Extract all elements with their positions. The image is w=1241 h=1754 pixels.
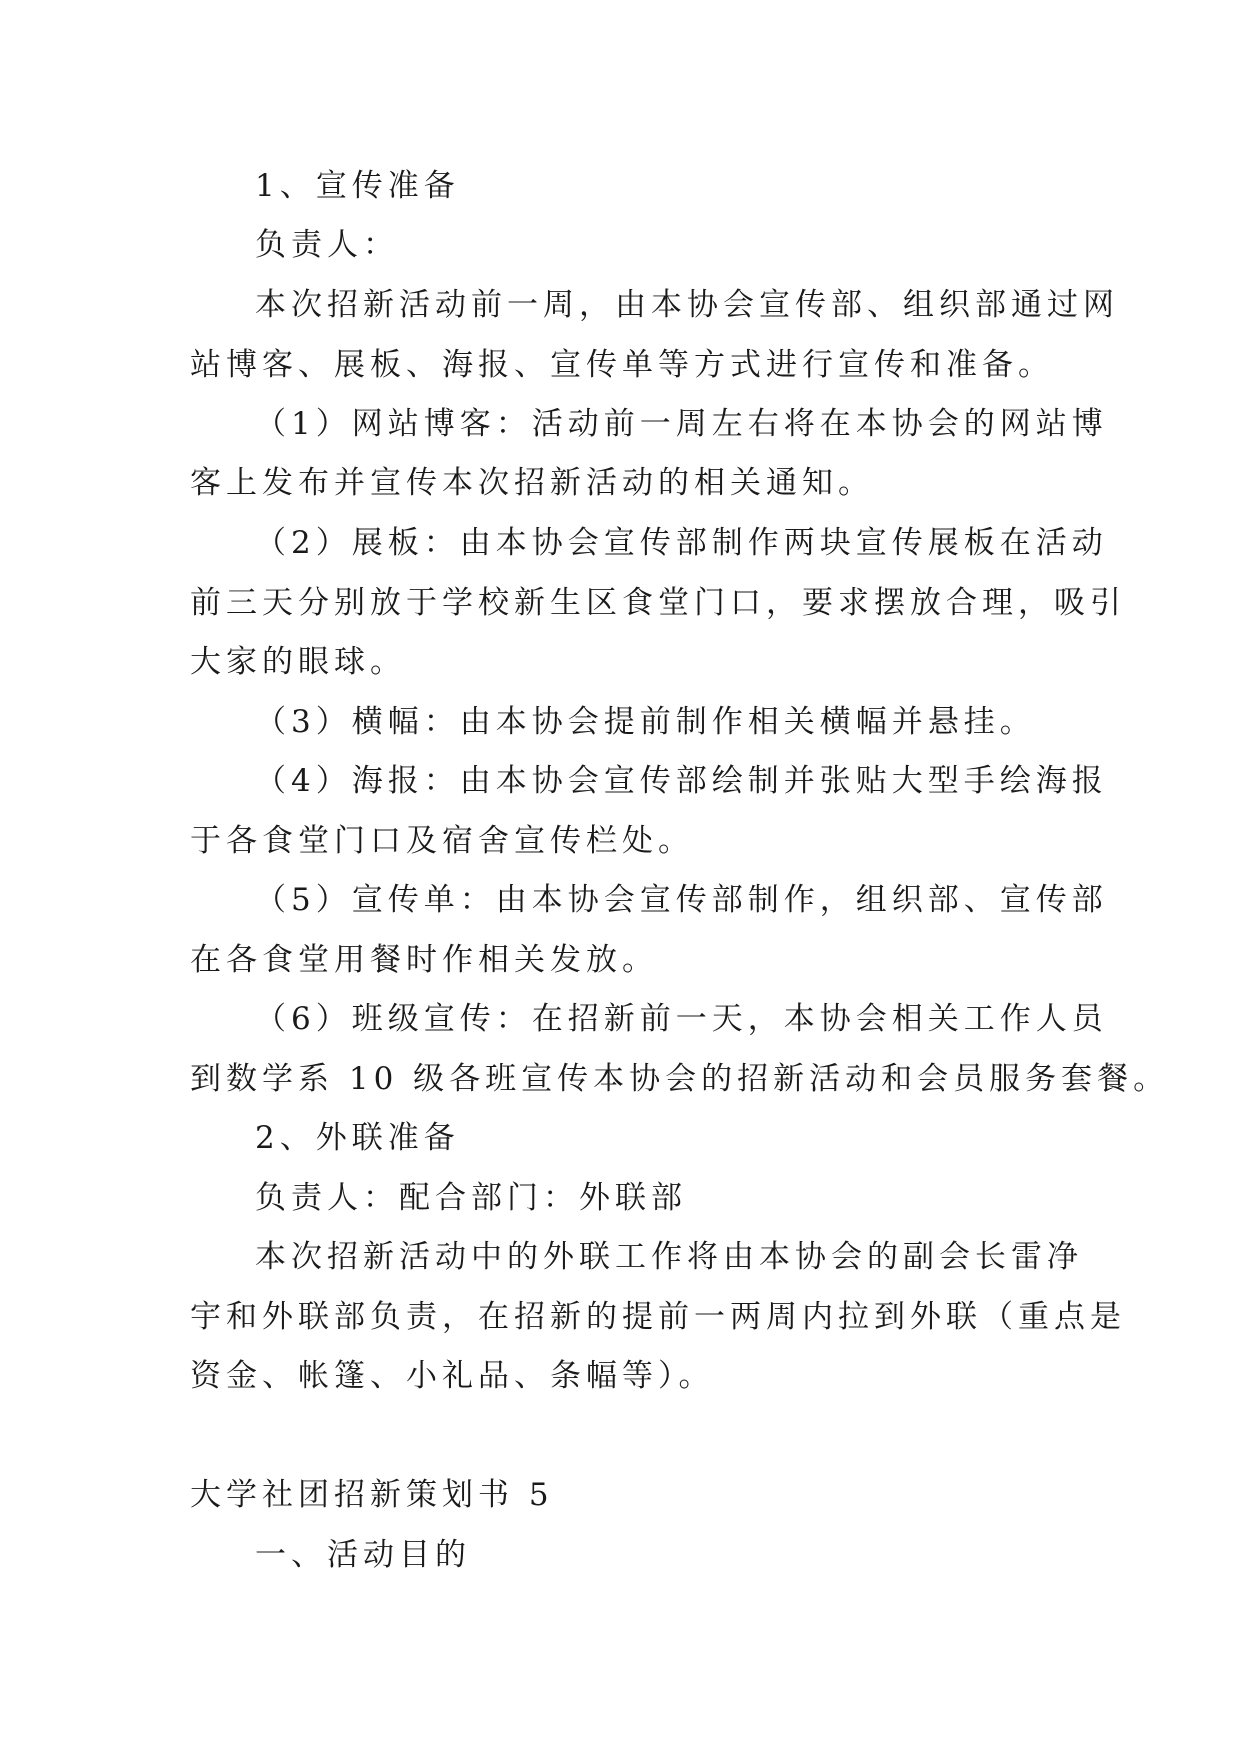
paragraph-line: 宇和外联部负责，在招新的提前一两周内拉到外联（重点是 [190, 1299, 1126, 1335]
paragraph-line: 前三天分别放于学校新生区食堂门口，要求摆放合理，吸引 [190, 585, 1126, 621]
section-heading-external-prep: 2、外联准备 [255, 1120, 460, 1156]
paragraph-line: （2）展板：由本协会宣传部制作两块宣传展板在活动 [255, 525, 1108, 561]
paragraph-line: 客上发布并宣传本次招新活动的相关通知。 [190, 465, 874, 501]
document-title: 大学社团招新策划书 5 [190, 1477, 554, 1513]
responsible-person-label: 负责人：配合部门：外联部 [255, 1180, 687, 1216]
paragraph-line: （3）横幅：由本协会提前制作相关横幅并悬挂。 [255, 704, 1036, 740]
paragraph-line: 资金、帐篷、小礼品、条幅等）。 [190, 1358, 715, 1394]
paragraph-line: 站博客、展板、海报、宣传单等方式进行宣传和准备。 [190, 347, 1054, 383]
paragraph-line: 本次招新活动前一周，由本协会宣传部、组织部通过网 [255, 287, 1119, 323]
paragraph-line: 于各食堂门口及宿舍宣传栏处。 [190, 823, 694, 859]
paragraph-line: （5）宣传单：由本协会宣传部制作，组织部、宣传部 [255, 882, 1108, 918]
paragraph-line: 在各食堂用餐时作相关发放。 [190, 942, 658, 978]
paragraph-line: （1）网站博客：活动前一周左右将在本协会的网站博 [255, 406, 1108, 442]
responsible-person-label: 负责人： [255, 227, 399, 263]
paragraph-line: 到数学系 10 级各班宣传本协会的招新活动和会员服务套餐。 [190, 1061, 1170, 1097]
paragraph-line: （6）班级宣传：在招新前一天，本协会相关工作人员 [255, 1001, 1108, 1037]
paragraph-line: （4）海报：由本协会宣传部绘制并张贴大型手绘海报 [255, 763, 1108, 799]
section-heading-publicity-prep: 1、宣传准备 [255, 168, 460, 204]
paragraph-line: 大家的眼球。 [190, 644, 406, 680]
paragraph-line: 本次招新活动中的外联工作将由本协会的副会长雷净 [255, 1239, 1083, 1275]
section-heading-activity-purpose: 一、活动目的 [255, 1537, 471, 1573]
